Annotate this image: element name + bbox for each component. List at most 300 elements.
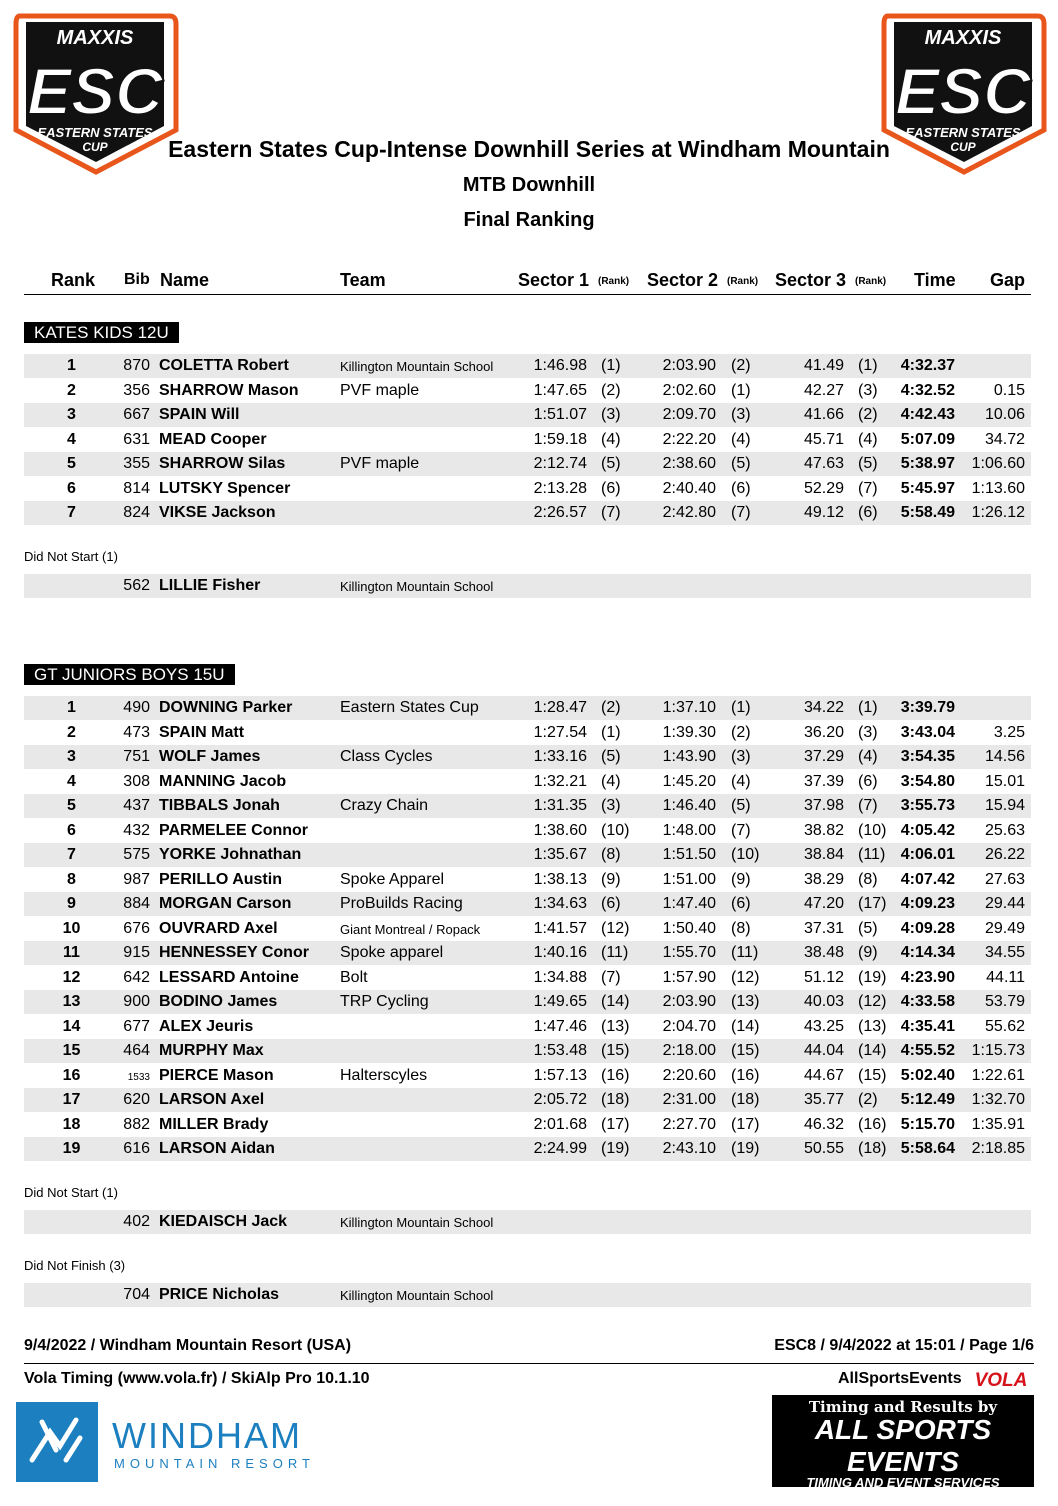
category-title: KATES KIDS 12U — [24, 322, 179, 343]
cell-sector2-rank: (6) — [731, 895, 751, 912]
cell-sector1-rank: (7) — [601, 968, 621, 986]
cell-sector2-rank: (14) — [731, 1017, 760, 1035]
cell-rank: 6 — [67, 479, 76, 497]
cell-name: LESSARD Antoine — [159, 968, 299, 986]
cell-gap: 1:35.91 — [971, 1115, 1025, 1133]
cell-sector3: 36.20 — [803, 723, 844, 741]
status-subheading: Did Not Finish (3) — [24, 1258, 126, 1273]
cell-sector2: 1:37.10 — [662, 699, 716, 716]
cell-team: Spoke apparel — [340, 944, 444, 961]
cell-gap: 44.11 — [986, 968, 1025, 986]
cell-sector2: 1:46.40 — [662, 797, 716, 814]
cell-name: MORGAN Carson — [159, 895, 292, 912]
cell-sector2: 2:03.90 — [662, 993, 716, 1010]
cell-sector3: 38.84 — [803, 846, 844, 863]
cell-gap: 53.79 — [984, 993, 1025, 1010]
cell-sector2-rank: (2) — [731, 357, 751, 374]
cell-sector3-rank: (15) — [858, 1066, 887, 1084]
col-sector3-rank: (Rank) — [855, 276, 887, 287]
cell-sector3-rank: (1) — [858, 699, 878, 716]
cell-sector1: 2:13.28 — [533, 479, 587, 497]
cell-sector3-rank: (4) — [858, 430, 878, 448]
cell-sector1: 1:33.16 — [533, 748, 587, 765]
col-time: Time — [914, 270, 956, 290]
cell-sector2-rank: (6) — [731, 479, 751, 497]
col-bib: Bib — [124, 271, 150, 288]
table-row — [24, 819, 1031, 843]
cell-rank: 14 — [62, 1017, 81, 1035]
cell-name: PERILLO Austin — [159, 870, 282, 888]
cell-bib: 751 — [123, 748, 150, 765]
cell-sector2: 2:43.10 — [662, 1140, 716, 1157]
cell-sector2: 2:31.00 — [662, 1091, 716, 1108]
esc-brand-text: MAXXIS — [56, 27, 134, 49]
cell-time: 5:02.40 — [900, 1066, 955, 1084]
cell-rank: 4 — [67, 772, 76, 790]
cell-bib: 677 — [123, 1017, 150, 1035]
cell-time: 5:58.64 — [900, 1140, 955, 1157]
table-row — [24, 1137, 1031, 1161]
cell-rank: 3 — [67, 748, 76, 765]
status-subheading: Did Not Start (1) — [24, 549, 118, 564]
status-subheading: Did Not Start (1) — [24, 1185, 118, 1200]
cell-sector3: 45.71 — [803, 430, 844, 448]
cell-sector1-rank: (5) — [601, 455, 621, 472]
cell-bib: 987 — [123, 870, 150, 888]
cell-sector2: 1:57.90 — [662, 968, 716, 986]
cell-time: 3:39.79 — [900, 699, 955, 716]
cell-gap: 14.56 — [984, 748, 1025, 765]
category-title: GT JUNIORS BOYS 15U — [24, 664, 235, 685]
cell-team: Spoke Apparel — [340, 870, 445, 888]
cell-sector2: 2:03.90 — [662, 357, 716, 374]
cell-rank: 4 — [67, 430, 76, 448]
cell-gap: 1:06.60 — [971, 455, 1025, 472]
cell-sector3-rank: (7) — [858, 797, 878, 814]
cell-sector1: 1:31.35 — [533, 797, 587, 814]
cell-gap: 34.72 — [984, 430, 1025, 448]
cell-time: 5:45.97 — [900, 479, 955, 497]
cell-sector1-rank: (1) — [601, 723, 621, 741]
cell-name: PARMELEE Connor — [159, 821, 309, 839]
cell-sector2-rank: (16) — [731, 1066, 760, 1084]
cell-sector2-rank: (3) — [731, 406, 751, 423]
cell-name: LARSON Axel — [159, 1091, 265, 1108]
cell-sector1-rank: (1) — [601, 357, 621, 374]
cell-sector2: 2:20.60 — [662, 1066, 716, 1084]
cell-sector2: 2:40.40 — [662, 479, 716, 497]
table-row — [24, 770, 1031, 794]
cell-gap: 1:32.70 — [971, 1091, 1025, 1108]
cell-rank: 1 — [67, 699, 76, 716]
cell-sector1: 1:38.13 — [533, 870, 587, 888]
cell-sector1: 1:47.65 — [533, 381, 587, 399]
cell-sector3: 46.32 — [803, 1115, 844, 1133]
cell-sector1: 1:49.65 — [533, 993, 587, 1010]
footer-divider — [24, 1363, 1034, 1364]
table-row — [24, 1015, 1031, 1039]
esc-line2-text: CUP — [82, 140, 108, 154]
cell-sector2: 2:42.80 — [662, 504, 716, 521]
cell-sector1: 1:59.18 — [533, 430, 587, 448]
table-row — [24, 1088, 1031, 1112]
col-gap: Gap — [990, 270, 1026, 290]
table-row — [24, 354, 1031, 378]
cell-sector2: 1:47.40 — [662, 895, 716, 912]
cell-sector3-rank: (2) — [858, 1091, 878, 1108]
cell-name: SHARROW Silas — [159, 455, 286, 472]
cell-rank: 1 — [67, 357, 76, 374]
cell-sector3: 40.03 — [803, 993, 844, 1010]
cell-rank: 9 — [67, 895, 76, 912]
col-rank: Rank — [51, 270, 96, 290]
cell-sector3-rank: (3) — [858, 381, 878, 399]
cell-bib: 616 — [123, 1140, 150, 1157]
cell-sector1: 2:01.68 — [533, 1115, 587, 1133]
ase-line4: www.allsportsevents.com — [823, 1491, 983, 1506]
cell-time: 4:06.01 — [900, 846, 955, 863]
cell-name: DOWNING Parker — [159, 699, 293, 716]
cell-bib: 676 — [123, 919, 150, 937]
cell-bib: 884 — [123, 895, 150, 912]
cell-rank: 3 — [67, 406, 76, 423]
cell-sector1: 1:57.13 — [533, 1066, 587, 1084]
cell-bib: 1533 — [127, 1071, 150, 1083]
cell-sector2-rank: (11) — [731, 944, 759, 961]
cell-sector3-rank: (13) — [858, 1017, 887, 1035]
cell-rank: 10 — [62, 919, 81, 937]
ase-line2: ALL SPORTS EVENTS — [814, 1414, 992, 1477]
cell-name: SHARROW Mason — [159, 381, 299, 399]
cell-name: PIERCE Mason — [159, 1066, 274, 1084]
cell-sector3-rank: (18) — [858, 1140, 887, 1157]
cell-sector2: 2:22.20 — [662, 430, 716, 448]
cell-sector1-rank: (17) — [601, 1115, 630, 1133]
cell-sector1-rank: (12) — [601, 919, 630, 937]
cell-gap: 34.55 — [984, 944, 1025, 961]
cell-sector2-rank: (19) — [731, 1140, 760, 1157]
cell-time: 5:38.97 — [900, 455, 955, 472]
cell-bib: 882 — [123, 1115, 150, 1133]
table-row — [24, 990, 1031, 1014]
cell-sector1-rank: (4) — [601, 772, 621, 790]
cell-gap: 15.94 — [984, 797, 1025, 814]
cell-sector3: 41.66 — [803, 406, 844, 423]
esc-mark-text: ESC — [27, 54, 163, 128]
cell-sector3-rank: (17) — [858, 895, 887, 912]
cell-sector3: 38.29 — [803, 870, 844, 888]
cell-rank: 5 — [67, 797, 76, 814]
table-row — [24, 917, 1031, 941]
cell-sector2-rank: (4) — [731, 430, 751, 448]
cell-sector2-rank: (7) — [731, 821, 751, 839]
cell-sector3-rank: (2) — [858, 406, 878, 423]
cell-rank: 2 — [67, 381, 76, 399]
cell-bib: 824 — [123, 504, 150, 521]
cell-sector3: 35.77 — [803, 1091, 844, 1108]
cell-sector1: 1:35.67 — [533, 846, 587, 863]
cell-sector1: 2:05.72 — [533, 1091, 587, 1108]
cell-sector3: 34.22 — [803, 699, 844, 716]
cell-sector1-rank: (16) — [601, 1066, 630, 1084]
cell-rank: 16 — [62, 1066, 81, 1084]
cell-name: HENNESSEY Conor — [159, 944, 309, 961]
cell-team: PVF maple — [340, 455, 420, 472]
cell-rank: 12 — [62, 968, 81, 986]
cell-gap: 0.15 — [993, 381, 1025, 399]
cell-sector3-rank: (7) — [858, 479, 878, 497]
cell-gap: 27.63 — [984, 870, 1025, 888]
cell-sector2-rank: (13) — [731, 993, 760, 1010]
cell-team: Class Cycles — [340, 748, 433, 765]
discipline-title: MTB Downhill — [462, 174, 596, 196]
cell-sector1-rank: (11) — [601, 944, 629, 961]
cell-sector3-rank: (6) — [858, 772, 878, 790]
cell-sector3-rank: (1) — [858, 357, 878, 374]
cell-sector3: 37.29 — [803, 748, 844, 765]
cell-team: ProBuilds Racing — [340, 895, 463, 912]
cell-name: LILLIE Fisher — [159, 577, 261, 594]
ase-line1: Timing and Results by — [808, 1398, 998, 1416]
cell-gap: 26.22 — [984, 846, 1025, 863]
cell-time: 3:54.35 — [900, 748, 955, 765]
cell-sector1: 1:27.54 — [533, 723, 587, 741]
cell-sector1: 1:28.47 — [533, 699, 587, 716]
cell-sector2-rank: (7) — [731, 504, 751, 521]
cell-name: OUVRARD Axel — [159, 919, 278, 937]
cell-time: 4:35.41 — [900, 1017, 955, 1035]
cell-sector1-rank: (5) — [601, 748, 621, 765]
cell-gap: 1:26.12 — [971, 504, 1025, 521]
cell-team: Giant Montreal / Ropack — [340, 921, 481, 937]
cell-time: 4:32.52 — [900, 381, 955, 399]
col-sector2-rank: (Rank) — [727, 276, 759, 287]
footer-timing-software: Vola Timing (www.vola.fr) / SkiAlp Pro 10.1.10 — [24, 1370, 370, 1387]
cell-sector2-rank: (12) — [731, 968, 760, 986]
vola-logo — [968, 1369, 1034, 1391]
cell-time: 3:54.80 — [900, 772, 955, 790]
cell-sector1-rank: (8) — [601, 846, 621, 863]
cell-time: 4:09.28 — [900, 919, 955, 937]
cell-team: Crazy Chain — [340, 797, 429, 814]
cell-bib: 473 — [123, 723, 150, 741]
windham-logo — [16, 1402, 336, 1482]
cell-sector1-rank: (3) — [601, 406, 621, 423]
cell-sector2: 2:09.70 — [662, 406, 716, 423]
cell-sector2: 2:04.70 — [662, 1017, 716, 1035]
cell-sector1-rank: (4) — [601, 430, 621, 448]
cell-rank: 8 — [67, 870, 76, 888]
cell-sector2: 1:43.90 — [662, 748, 716, 765]
cell-sector1: 1:47.46 — [533, 1017, 587, 1035]
cell-bib: 900 — [123, 993, 150, 1010]
cell-sector3-rank: (8) — [858, 870, 878, 888]
cell-time: 3:55.73 — [900, 797, 955, 814]
esc-line2-text: CUP — [950, 140, 976, 154]
cell-name: MURPHY Max — [159, 1042, 264, 1059]
cell-name: MANNING Jacob — [159, 772, 287, 790]
esc-brand-text: MAXXIS — [924, 27, 1002, 49]
cell-sector2-rank: (2) — [731, 723, 751, 741]
cell-name: LARSON Aidan — [159, 1140, 275, 1157]
table-row — [24, 428, 1031, 452]
cell-sector1-rank: (10) — [601, 821, 630, 839]
col-sector1: Sector 1 — [518, 270, 590, 290]
cell-name: MILLER Brady — [159, 1115, 269, 1133]
cell-rank: 18 — [62, 1115, 81, 1133]
cell-name: TIBBALS Jonah — [159, 797, 280, 814]
esc-line1-text: EASTERN STATES — [37, 125, 153, 140]
vola-logo-text: VOLA — [974, 1370, 1028, 1391]
cell-sector1: 1:34.88 — [533, 968, 587, 986]
cell-name: MEAD Cooper — [159, 430, 267, 448]
cell-sector2: 1:48.00 — [662, 821, 716, 839]
table-row — [24, 501, 1031, 525]
cell-bib: 915 — [123, 944, 150, 961]
cell-time: 3:43.04 — [900, 723, 955, 741]
cell-sector3: 41.49 — [803, 357, 844, 374]
cell-gap: 3.25 — [993, 723, 1025, 741]
cell-sector3: 44.67 — [803, 1066, 844, 1084]
cell-rank: 7 — [67, 504, 76, 521]
cell-bib: 642 — [123, 968, 150, 986]
cell-sector3: 52.29 — [803, 479, 844, 497]
ase-line3: TIMING AND EVENT SERVICES — [806, 1475, 1000, 1490]
cell-sector2: 2:18.00 — [662, 1042, 716, 1059]
allsportsevents-logo — [772, 1395, 1034, 1506]
table-row — [24, 1064, 1031, 1088]
footer-date-venue: 9/4/2022 / Windham Mountain Resort (USA) — [24, 1337, 352, 1354]
cell-bib: 620 — [123, 1091, 150, 1108]
cell-gap: 1:15.73 — [971, 1042, 1025, 1059]
cell-sector3-rank: (3) — [858, 723, 878, 741]
cell-time: 5:07.09 — [900, 430, 955, 448]
cell-sector2-rank: (9) — [731, 870, 751, 888]
cell-sector1-rank: (19) — [601, 1140, 630, 1157]
cell-team: Eastern States Cup — [340, 699, 479, 716]
col-sector2: Sector 2 — [647, 270, 719, 290]
cell-time: 5:15.70 — [900, 1115, 955, 1133]
cell-sector1-rank: (18) — [601, 1091, 630, 1108]
table-row — [24, 721, 1031, 745]
cell-sector2: 2:27.70 — [662, 1115, 716, 1133]
cell-team: Killington Mountain School — [340, 359, 494, 374]
cell-gap: 10.06 — [984, 406, 1025, 423]
cell-sector3-rank: (19) — [858, 968, 887, 986]
cell-sector3: 50.55 — [803, 1140, 844, 1157]
cell-bib: 490 — [123, 699, 150, 716]
cell-sector1: 2:12.74 — [533, 455, 587, 472]
results-header — [24, 268, 1031, 295]
table-row — [24, 868, 1031, 892]
cell-sector1-rank: (13) — [601, 1017, 630, 1035]
table-row — [24, 1210, 1031, 1234]
table-row — [24, 452, 1031, 476]
table-row — [24, 1039, 1031, 1063]
cell-sector2-rank: (4) — [731, 772, 751, 790]
cell-time: 4:32.37 — [900, 357, 955, 374]
cell-sector3: 42.27 — [803, 381, 844, 399]
cell-sector2: 1:51.50 — [662, 846, 716, 863]
cell-sector3-rank: (5) — [858, 919, 878, 937]
cell-sector1: 1:51.07 — [533, 406, 587, 423]
cell-sector1: 1:40.16 — [533, 944, 587, 961]
table-row — [24, 794, 1031, 818]
cell-sector2: 1:50.40 — [662, 919, 716, 937]
cell-sector3: 37.39 — [803, 772, 844, 790]
table-row — [24, 892, 1031, 916]
cell-gap: 55.62 — [984, 1017, 1025, 1035]
cell-bib: 667 — [123, 406, 150, 423]
cell-sector1: 1:46.98 — [533, 357, 587, 374]
cell-bib: 402 — [123, 1213, 150, 1230]
cell-sector3: 38.48 — [803, 944, 844, 961]
table-row — [24, 843, 1031, 867]
cell-sector3-rank: (11) — [858, 846, 886, 863]
cell-name: ALEX Jeuris — [159, 1017, 254, 1035]
cell-sector1: 1:38.60 — [533, 821, 587, 839]
table-row — [24, 941, 1031, 965]
cell-sector1-rank: (6) — [601, 895, 621, 912]
cell-sector1-rank: (3) — [601, 797, 621, 814]
cell-bib: 870 — [123, 357, 150, 374]
cell-sector1: 1:34.63 — [533, 895, 587, 912]
cell-sector3-rank: (10) — [858, 821, 887, 839]
cell-name: PRICE Nicholas — [159, 1286, 280, 1303]
cell-time: 4:33.58 — [900, 993, 955, 1010]
cell-sector1-rank: (2) — [601, 381, 621, 399]
cell-bib: 464 — [123, 1042, 150, 1059]
table-row — [24, 379, 1031, 403]
cell-gap: 1:13.60 — [971, 479, 1025, 497]
cell-gap: 29.49 — [984, 919, 1025, 937]
cell-name: YORKE Johnathan — [159, 846, 302, 863]
cell-name: VIKSE Jackson — [159, 504, 276, 521]
cell-sector2-rank: (18) — [731, 1091, 760, 1108]
table-row — [24, 1283, 1031, 1307]
windham-sub: MOUNTAIN RESORT — [114, 1456, 315, 1471]
table-row — [24, 966, 1031, 990]
cell-sector1: 1:32.21 — [533, 772, 587, 790]
cell-sector3-rank: (5) — [858, 455, 878, 472]
cell-sector1: 2:26.57 — [533, 504, 587, 521]
windham-name: WINDHAM — [112, 1415, 302, 1456]
cell-time: 4:42.43 — [900, 406, 955, 423]
cell-sector1: 1:53.48 — [533, 1042, 587, 1059]
cell-time: 4:14.34 — [900, 944, 955, 961]
cell-bib: 575 — [123, 846, 150, 863]
cell-team: TRP Cycling — [340, 993, 429, 1010]
cell-gap: 29.44 — [984, 895, 1025, 912]
cell-sector2-rank: (3) — [731, 748, 751, 765]
cell-name: KIEDAISCH Jack — [159, 1213, 288, 1230]
cell-bib: 562 — [123, 577, 150, 594]
cell-name: COLETTA Robert — [159, 357, 289, 374]
cell-sector2-rank: (1) — [731, 381, 751, 399]
cell-name: SPAIN Matt — [159, 723, 245, 741]
cell-sector2-rank: (17) — [731, 1115, 760, 1133]
cell-sector2-rank: (8) — [731, 919, 751, 937]
esc-mark-text: ESC — [895, 54, 1031, 128]
cell-sector1: 1:41.57 — [533, 919, 587, 937]
cell-name: SPAIN Will — [159, 406, 240, 423]
cell-time: 4:09.23 — [900, 895, 955, 912]
col-team: Team — [340, 270, 386, 290]
cell-bib: 355 — [123, 455, 150, 472]
event-title: Eastern States Cup-Intense Downhill Series at Windham Mountain — [168, 136, 890, 162]
col-name: Name — [160, 270, 210, 290]
cell-time: 4:55.52 — [900, 1042, 955, 1059]
